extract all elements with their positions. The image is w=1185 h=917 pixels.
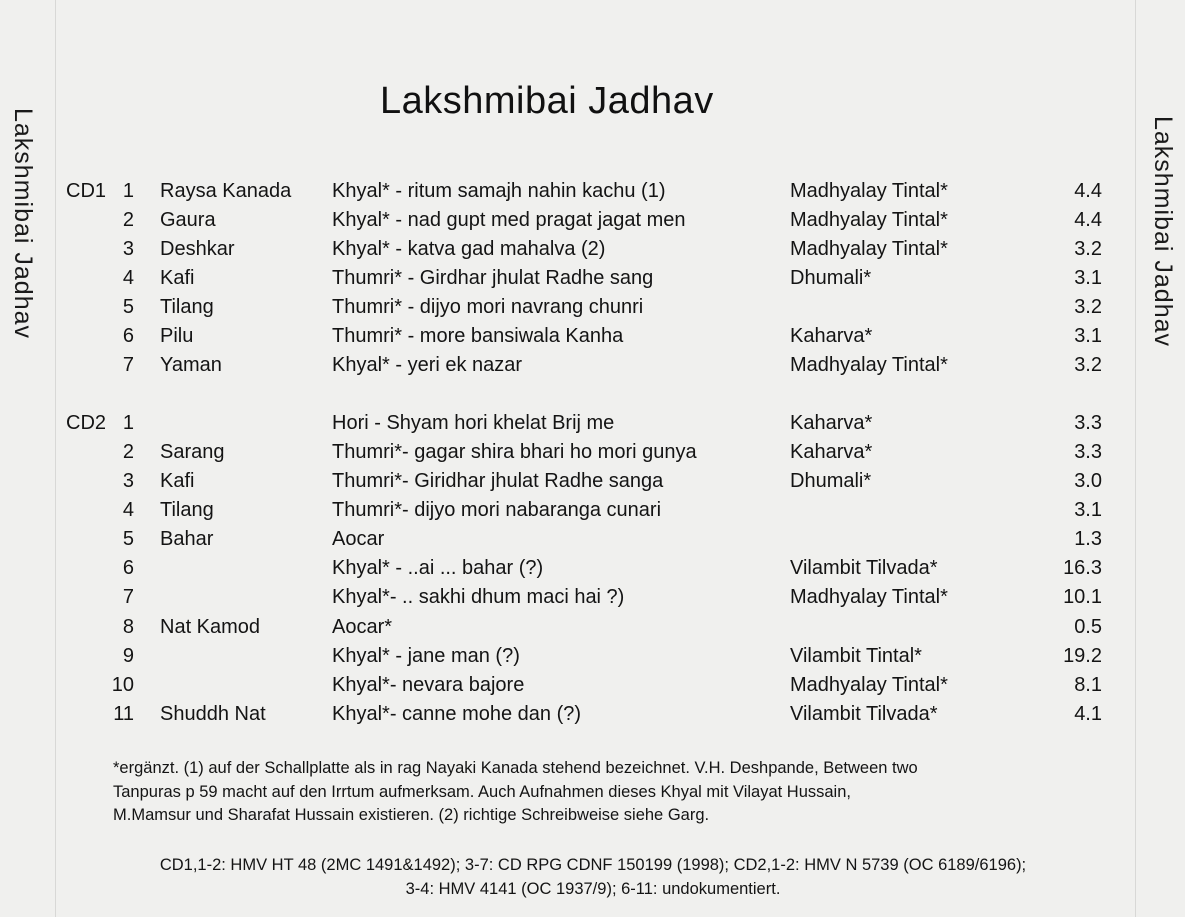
track-number: 6: [122, 557, 134, 579]
track-duration: 3.1: [1074, 325, 1102, 347]
raga-name: Sarang: [160, 441, 225, 463]
tala-name: Madhyalay Tintal*: [790, 209, 948, 231]
track-title: Thumri*- Giridhar jhulat Radhe sanga: [332, 470, 664, 492]
track-title: Aocar*: [332, 616, 393, 638]
track-title: Khyal*- .. sakhi dhum maci hai ?): [332, 586, 625, 608]
track-title: Khyal* - nad gupt med pragat jagat men: [332, 209, 686, 231]
raga-name: Tilang: [160, 499, 214, 521]
raga-name: Nat Kamod: [160, 616, 261, 638]
track-row: [0, 296, 1185, 325]
tala-name: Vilambit Tintal*: [790, 645, 922, 667]
track-number: 2: [122, 209, 134, 231]
track-number: 3: [122, 470, 134, 492]
tala-name: Dhumali*: [790, 267, 872, 289]
track-duration: 3.1: [1074, 499, 1102, 521]
track-number: 1: [122, 180, 134, 202]
raga-name: Shuddh Nat: [160, 703, 266, 725]
track-number: 4: [122, 499, 134, 521]
track-title: Thumri*- dijyo mori nabaranga cunari: [332, 499, 662, 521]
track-number: 9: [122, 645, 134, 667]
track-duration: 4.4: [1074, 209, 1102, 231]
tala-name: Kaharva*: [790, 412, 873, 434]
track-title: Khyal* - ritum samajh nahin kachu (1): [332, 180, 666, 202]
track-row: [0, 645, 1185, 674]
track-title: Khyal* - yeri ek nazar: [332, 354, 523, 376]
track-row: [0, 528, 1185, 557]
spine-title-right: Lakshmibai Jadhav: [1149, 116, 1177, 348]
track-number: 5: [122, 296, 134, 318]
track-title: Hori - Shyam hori khelat Brij me: [332, 412, 615, 434]
track-row: [0, 209, 1185, 238]
track-duration: 3.3: [1074, 441, 1102, 463]
track-duration: 19.2: [1063, 645, 1102, 667]
track-number: 8: [122, 616, 134, 638]
track-row: [0, 470, 1185, 499]
source-line: 3-4: HMV 4141 (OC 1937/9); 6-11: undokumentiert.: [405, 880, 781, 898]
cd-label: CD1: [66, 180, 107, 202]
track-number: 10: [111, 674, 134, 696]
tala-name: Dhumali*: [790, 470, 872, 492]
track-title: Aocar: [332, 528, 385, 550]
track-number: 7: [122, 354, 134, 376]
track-row: [0, 703, 1185, 732]
tala-name: Madhyalay Tintal*: [790, 180, 948, 202]
track-title: Khyal*- canne mohe dan (?): [332, 703, 582, 725]
track-duration: 8.1: [1074, 674, 1102, 696]
track-number: 6: [122, 325, 134, 347]
track-duration: 3.3: [1074, 412, 1102, 434]
raga-name: Kafi: [160, 267, 195, 289]
track-row: [0, 354, 1185, 383]
track-row: [0, 674, 1185, 703]
track-title: Khyal*- nevara bajore: [332, 674, 525, 696]
track-duration: 3.2: [1074, 238, 1102, 260]
track-number: 7: [122, 586, 134, 608]
source-line: CD1,1-2: HMV HT 48 (2MC 1491&1492); 3-7: CD RPG CDNF 150199 (1998); CD2,1-2: HMV N 5739 (OC 6189/6196);: [159, 856, 1027, 874]
raga-name: Pilu: [160, 325, 194, 347]
tala-name: Vilambit Tilvada*: [790, 703, 938, 725]
track-number: 4: [122, 267, 134, 289]
track-title: Khyal* - katva gad mahalva (2): [332, 238, 606, 260]
spine-title-left: Lakshmibai Jadhav: [9, 108, 37, 340]
raga-name: Yaman: [160, 354, 222, 376]
tala-name: Madhyalay Tintal*: [790, 586, 948, 608]
raga-name: Bahar: [160, 528, 214, 550]
track-duration: 10.1: [1063, 586, 1102, 608]
footnote-line: M.Mamsur und Sharafat Hussain existieren. (2) richtige Schreibweise siehe Garg.: [113, 806, 710, 824]
track-row: [0, 325, 1185, 354]
track-title: Thumri* - dijyo mori navrang chunri: [332, 296, 644, 318]
discography-sources: [76, 853, 1110, 901]
tala-name: Madhyalay Tintal*: [790, 354, 948, 376]
track-duration: 16.3: [1063, 557, 1102, 579]
raga-name: Gaura: [160, 209, 216, 231]
track-duration: 4.1: [1074, 703, 1102, 725]
track-number: 1: [122, 412, 134, 434]
tala-name: Kaharva*: [790, 441, 873, 463]
footnotes: [113, 757, 1093, 828]
tala-name: Madhyalay Tintal*: [790, 674, 948, 696]
track-duration: 0.5: [1074, 616, 1102, 638]
track-duration: 4.4: [1074, 180, 1102, 202]
track-row: [0, 412, 1185, 441]
track-title: Thumri* - Girdhar jhulat Radhe sang: [332, 267, 654, 289]
track-duration: 3.0: [1074, 470, 1102, 492]
track-row: [0, 557, 1185, 586]
album-title: Lakshmibai Jadhav: [380, 80, 714, 122]
track-row: [0, 441, 1185, 470]
track-duration: 3.2: [1074, 354, 1102, 376]
track-number: 5: [122, 528, 134, 550]
track-row: [0, 267, 1185, 296]
tala-name: Madhyalay Tintal*: [790, 238, 948, 260]
track-number: 2: [122, 441, 134, 463]
track-title: Thumri* - more bansiwala Kanha: [332, 325, 624, 347]
footnote-line: *ergänzt. (1) auf der Schallplatte als in rag Nayaki Kanada stehend bezeichnet. V.H. Deshpande, Between two: [113, 759, 918, 777]
track-number: 3: [122, 238, 134, 260]
track-row: [0, 586, 1185, 615]
cd-label: CD2: [66, 412, 107, 434]
track-duration: 3.2: [1074, 296, 1102, 318]
tala-name: Vilambit Tilvada*: [790, 557, 938, 579]
raga-name: Kafi: [160, 470, 195, 492]
track-title: Khyal* - ..ai ... bahar (?): [332, 557, 544, 579]
track-duration: 1.3: [1074, 528, 1102, 550]
track-row: [0, 180, 1185, 209]
raga-name: Tilang: [160, 296, 214, 318]
track-row: [0, 616, 1185, 645]
footnote-line: Tanpuras p 59 macht auf den Irrtum aufmerksam. Auch Aufnahmen dieses Khyal mit Vilayat Hussain,: [113, 782, 851, 801]
raga-name: Deshkar: [160, 238, 235, 260]
track-row: [0, 238, 1185, 267]
tala-name: Kaharva*: [790, 325, 873, 347]
track-row: [0, 499, 1185, 528]
track-title: Khyal* - jane man (?): [332, 645, 520, 667]
raga-name: Raysa Kanada: [160, 180, 292, 202]
track-title: Thumri*- gagar shira bhari ho mori gunya: [332, 441, 697, 463]
track-duration: 3.1: [1074, 267, 1102, 289]
track-number: 11: [113, 703, 134, 725]
